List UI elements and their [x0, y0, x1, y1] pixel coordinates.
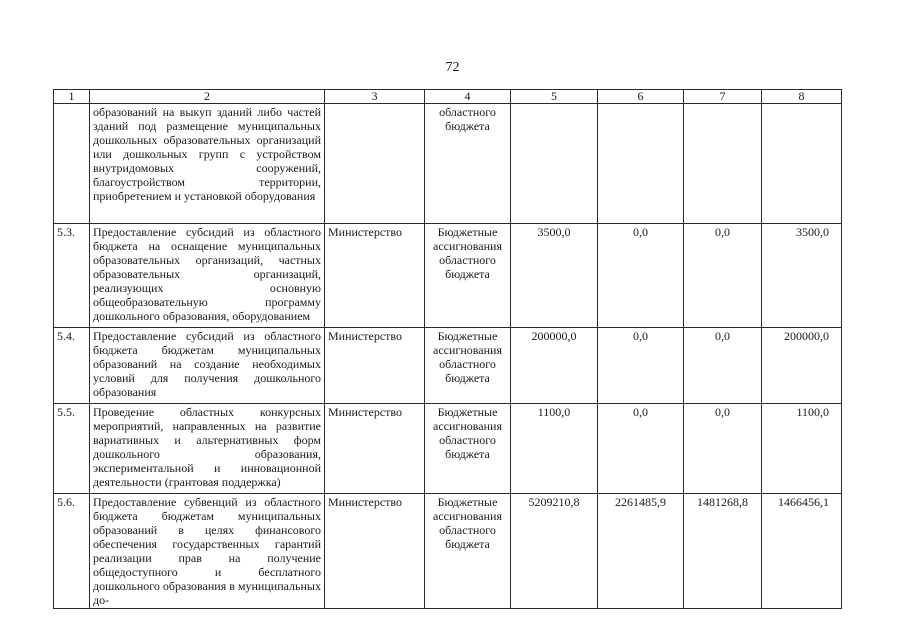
- row-value-7: 0,0: [684, 224, 762, 328]
- column-header: 3: [325, 90, 425, 104]
- row-value-7: 0,0: [684, 328, 762, 404]
- row-number: 5.4.: [54, 328, 90, 404]
- column-header: 6: [598, 90, 684, 104]
- row-value-5: [511, 104, 598, 224]
- column-header: 5: [511, 90, 598, 104]
- row-funding-source: Бюджетные ассигнования областного бюджета: [425, 328, 511, 404]
- row-executor: Министерство: [325, 494, 425, 609]
- row-value-5: 3500,0: [511, 224, 598, 328]
- row-number: 5.3.: [54, 224, 90, 328]
- row-description: Проведение областных конкурсных мероприятий, направленных на развитие вариативных и альтернативных форм дошкольного образования, экспериментальной и инновационной деятельности (грантовая поддержка): [90, 404, 325, 494]
- column-header: 4: [425, 90, 511, 104]
- row-value-6: 0,0: [598, 404, 684, 494]
- row-value-6: 2261485,9: [598, 494, 684, 609]
- row-value-7: 1481268,8: [684, 494, 762, 609]
- row-value-7: [684, 104, 762, 224]
- table-row: [54, 104, 842, 224]
- row-funding-source: Бюджетные ассигнования областного бюджета: [425, 224, 511, 328]
- table-row: [54, 224, 842, 328]
- row-description: Предоставление субсидий из областного бюджета бюджетам муниципальных образований на создание необходимых условий для получения дошкольного образования: [90, 328, 325, 404]
- row-number: 5.5.: [54, 404, 90, 494]
- row-value-8: 3500,0: [762, 224, 842, 328]
- row-description: Предоставление субсидий из областного бюджета на оснащение муниципальных образовательных организаций, частных образовательных организаций, реализующих основную общеобразовательную программу дошкольного образования, оборудованием: [90, 224, 325, 328]
- row-value-6: 0,0: [598, 224, 684, 328]
- table-row: [54, 328, 842, 404]
- budget-table: [53, 89, 842, 609]
- row-value-8: [762, 104, 842, 224]
- table-row: [54, 404, 842, 494]
- column-header: 2: [90, 90, 325, 104]
- row-value-8: 1466456,1: [762, 494, 842, 609]
- row-funding-source: Бюджетные ассигнования областного бюджета: [425, 404, 511, 494]
- column-header: 7: [684, 90, 762, 104]
- row-number: 5.6.: [54, 494, 90, 609]
- row-funding-source: областного бюджета: [425, 104, 511, 224]
- row-executor: Министерство: [325, 224, 425, 328]
- row-executor: Министерство: [325, 328, 425, 404]
- row-executor: Министерство: [325, 404, 425, 494]
- row-value-5: 5209210,8: [511, 494, 598, 609]
- row-value-8: 1100,0: [762, 404, 842, 494]
- row-value-6: [598, 104, 684, 224]
- row-executor: [325, 104, 425, 224]
- row-description: Предоставление субвенций из областного бюджета бюджетам муниципальных образований в целях финансового обеспечения государственных гарантий реализации прав на получение общедоступного и бесплатного дошкольного образования в муниципальных до-: [90, 494, 325, 609]
- row-value-5: 1100,0: [511, 404, 598, 494]
- page-number: 72: [445, 60, 460, 75]
- row-funding-source: Бюджетные ассигнования областного бюджета: [425, 494, 511, 609]
- column-header: 1: [54, 90, 90, 104]
- row-value-8: 200000,0: [762, 328, 842, 404]
- row-description: образований на выкуп зданий либо частей зданий под размещение муниципальных дошкольных образовательных организаций или дошкольных групп с устройством внутридомовых сооружений, благоустройством территории, приобретением и установкой оборудования: [90, 104, 325, 224]
- column-header: 8: [762, 90, 842, 104]
- table-row: [54, 494, 842, 609]
- row-number: [54, 104, 90, 224]
- row-value-5: 200000,0: [511, 328, 598, 404]
- row-value-6: 0,0: [598, 328, 684, 404]
- row-value-7: 0,0: [684, 404, 762, 494]
- header-row: [54, 90, 842, 104]
